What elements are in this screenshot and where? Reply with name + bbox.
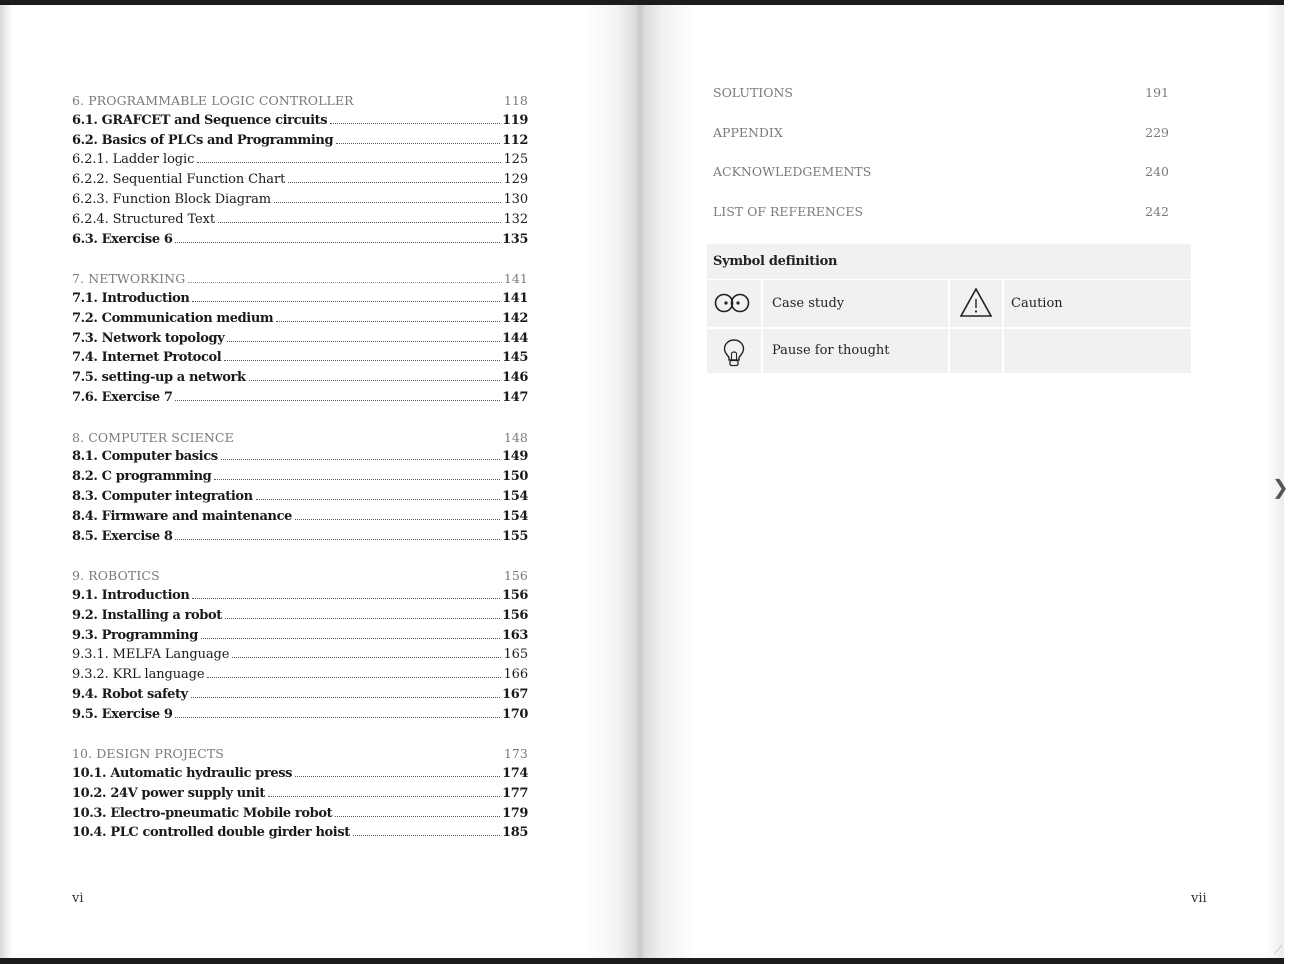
toc-dot-leader [175,539,500,540]
toc-section-entry[interactable] [72,113,528,133]
toc-entry-title: 9. ROBOTICS [72,568,160,584]
toc-entry-page: 163 [502,627,528,643]
toc-section-entry[interactable] [72,350,528,370]
toc-entry-page: 142 [502,310,528,326]
symbol-cell [950,280,1002,327]
viewer-bottom-bar [0,958,1284,964]
symbol-label-cell [763,329,948,373]
toc-entry-page: 149 [502,449,528,465]
toc-entry-page: 150 [502,469,528,485]
toc-entry-title: 9.2. Installing a robot [72,607,222,623]
toc-entry-title: 8.3. Computer integration [72,488,253,504]
toc-dot-leader [214,479,500,480]
symbol-cell [707,329,761,373]
toc-entry-page: 179 [502,805,528,821]
toc-entry-title: LIST OF REFERENCES [713,203,864,219]
pause-for-thought-label: Pause for thought [772,343,890,358]
toc-chapter-entry[interactable] [72,93,528,113]
toc-entry-title: 10.3. Electro-pneumatic Mobile robot [72,805,333,821]
warning-triangle-icon [959,287,993,319]
caution-label: Caution [1011,296,1063,311]
toc-subsection-entry[interactable] [72,212,528,232]
toc-entry-page: 125 [503,152,528,168]
symbol-table-heading-text: Symbol definition [713,254,838,269]
toc-entry-title: 10. DESIGN PROJECTS [72,746,224,762]
toc-entry-page: 156 [502,587,528,603]
toc-dot-leader [191,697,500,698]
toc-entry-title: 9.4. Robot safety [72,686,188,702]
toc-section-entry[interactable] [72,370,528,390]
toc-dot-leader [276,321,500,322]
toc-entry-page: 173 [503,746,528,762]
eyes-icon [714,291,750,315]
toc-entry-title: 9.1. Introduction [72,587,190,603]
toc-entry-title: 9.3.2. KRL language [72,667,205,683]
toc-dot-leader [256,499,500,500]
left-page-number: vi [72,891,84,906]
left-page-toc [72,93,528,845]
toc-entry-title: 6.3. Exercise 6 [72,231,173,247]
toc-entry-page: 177 [502,785,528,801]
right-page-number: vii [1191,891,1207,906]
empty-cell [1004,329,1191,373]
toc-entry-page: 145 [502,350,528,366]
toc-section-entry[interactable] [72,766,528,786]
toc-entry-title: 8.2. C programming [72,469,212,485]
toc-dot-leader [197,162,501,163]
right-page-toc [713,83,1169,241]
toc-entry-title: 10.4. PLC controlled double girder hoist [72,825,350,841]
toc-entry-page: 118 [503,93,528,108]
toc-entry-title: 9.3. Programming [72,627,198,643]
toc-entry-page: 165 [503,647,528,663]
toc-entry[interactable] [713,162,1169,202]
toc-section-entry[interactable] [72,806,528,826]
toc-entry-title: 6.2.4. Structured Text [72,211,216,227]
toc-entry-page: 141 [502,290,528,306]
toc-entry-title: 6.2.3. Function Block Diagram [72,191,271,207]
toc-section-entry[interactable] [72,825,528,845]
toc-entry-page: 156 [502,607,528,623]
toc-section-entry[interactable] [72,608,528,628]
toc-entry-page: 135 [502,231,528,247]
toc-entry[interactable] [713,202,1169,242]
toc-entry-title: 8.4. Firmware and maintenance [72,508,292,524]
toc-dot-leader [268,796,500,797]
toc-dot-leader [353,835,500,836]
book-spread [0,5,1289,958]
toc-section-entry[interactable] [72,509,528,529]
toc-section-entry[interactable] [72,628,528,648]
toc-chapter-entry[interactable] [72,430,528,450]
toc-entry-title: 6.2.2. Sequential Function Chart [72,172,286,188]
toc-dot-leader [225,618,500,619]
symbol-table-heading [707,244,1191,279]
toc-entry-title: 7.3. Network topology [72,330,225,346]
toc-entry-page: 174 [502,766,528,782]
toc-section-entry[interactable] [72,232,528,252]
toc-dot-leader [218,222,501,223]
resize-corner-icon[interactable]: ⟋ [1274,943,1283,957]
toc-entry-title: 8.1. Computer basics [72,449,218,465]
toc-dot-leader [295,776,500,777]
symbol-definition-table [707,244,1191,373]
toc-section-entry[interactable] [72,331,528,351]
toc-entry-title: 8.5. Exercise 8 [72,528,173,544]
toc-dot-leader [288,182,501,183]
toc-section-entry[interactable] [72,588,528,608]
toc-entry-title: ACKNOWLEDGEMENTS [713,164,872,179]
toc-dot-leader [201,638,500,639]
case-study-label: Case study [772,296,845,311]
toc-section-entry[interactable] [72,291,528,311]
toc-section-entry[interactable] [72,311,528,331]
toc-entry-page: 132 [503,211,528,227]
toc-entry-page: 129 [503,172,528,188]
toc-entry-title: 7.6. Exercise 7 [72,389,173,405]
toc-entry[interactable] [713,123,1169,163]
toc-chapter-entry[interactable] [72,271,528,291]
toc-entry-title: APPENDIX [713,124,783,140]
toc-entry-page: 148 [503,429,528,445]
toc-entry-title: 7. NETWORKING [72,271,186,287]
toc-dot-leader [192,598,500,599]
toc-subsection-entry[interactable] [72,192,528,212]
toc-entry-page: 146 [502,370,528,386]
toc-subsection-entry[interactable] [72,152,528,172]
toc-entry-title: 9.3.1. MELFA Language [72,647,230,663]
toc-entry-title: 6.2. Basics of PLCs and Programming [72,132,334,148]
toc-section-entry[interactable] [72,786,528,806]
left-page-edge [0,5,12,958]
toc-entry-title: 6.2.1. Ladder logic [72,152,195,168]
page-gutter-shadow [585,5,695,958]
toc-chapter-entry[interactable] [72,746,528,766]
toc-section-entry[interactable] [72,390,528,410]
toc-entry-page: 167 [502,686,528,702]
toc-dot-leader [295,519,500,520]
toc-section-entry[interactable] [72,687,528,707]
toc-entry-page: 130 [503,191,528,207]
toc-entry-title: 7.4. Internet Protocol [72,350,222,366]
toc-entry-page: 185 [502,825,528,841]
toc-entry-page: 170 [502,706,528,722]
symbol-cell [707,280,761,327]
chevron-right-icon[interactable]: ❯ [1272,475,1289,499]
toc-subsection-entry[interactable] [72,647,528,667]
toc-subsection-entry[interactable] [72,667,528,687]
toc-entry-title: 6. PROGRAMMABLE LOGIC CONTROLLER [72,93,354,108]
toc-dot-leader [249,380,500,381]
toc-entry-title: 7.5. setting-up a network [72,370,246,386]
toc-entry-page: 154 [502,488,528,504]
toc-dot-leader [227,341,500,342]
symbol-label-cell [763,280,948,327]
toc-entry[interactable] [713,83,1169,123]
toc-dot-leader [274,202,502,203]
toc-dot-leader [188,282,502,283]
toc-entry-title: 7.1. Introduction [72,290,190,306]
toc-subsection-entry[interactable] [72,172,528,192]
toc-entry-page: 155 [502,528,528,544]
toc-dot-leader [221,459,500,460]
toc-entry-title: 9.5. Exercise 9 [72,706,173,722]
toc-section-entry[interactable] [72,707,528,727]
toc-section-entry[interactable] [72,489,528,509]
lightbulb-icon [722,338,746,368]
toc-dot-leader [175,717,500,718]
toc-entry-title: 10.2. 24V power supply unit [72,785,266,801]
toc-entry-title: SOLUTIONS [713,85,793,100]
toc-dot-leader [175,242,500,243]
toc-entry-page: 154 [502,508,528,524]
toc-entry-title: 10.1. Automatic hydraulic press [72,766,293,782]
toc-entry-page: 112 [502,132,528,148]
toc-entry-title: 6.1. GRAFCET and Sequence circuits [72,112,328,128]
toc-entry-title: 7.2. Communication medium [72,310,274,326]
toc-section-entry[interactable] [72,449,528,469]
toc-entry-page: 229 [1145,124,1169,140]
toc-entry-page: 144 [502,330,528,346]
toc-entry-page: 141 [503,271,528,287]
toc-entry-page: 119 [502,112,528,128]
toc-entry-page: 240 [1145,164,1169,179]
toc-entry-page: 191 [1145,85,1169,100]
toc-dot-leader [224,360,500,361]
toc-entry-page: 166 [503,667,528,683]
toc-dot-leader [207,677,501,678]
toc-dot-leader [336,143,500,144]
toc-section-entry[interactable] [72,133,528,153]
symbol-label-cell [1004,280,1191,327]
toc-section-entry[interactable] [72,529,528,549]
toc-section-entry[interactable] [72,469,528,489]
toc-dot-leader [232,657,501,658]
toc-entry-page: 156 [503,568,528,584]
toc-entry-page: 242 [1145,203,1169,219]
toc-dot-leader [330,123,500,124]
empty-cell [950,329,1002,373]
toc-dot-leader [335,816,500,817]
toc-entry-page: 147 [502,389,528,405]
toc-dot-leader [192,301,500,302]
toc-entry-title: 8. COMPUTER SCIENCE [72,429,234,445]
toc-chapter-entry[interactable] [72,568,528,588]
toc-dot-leader [175,400,500,401]
